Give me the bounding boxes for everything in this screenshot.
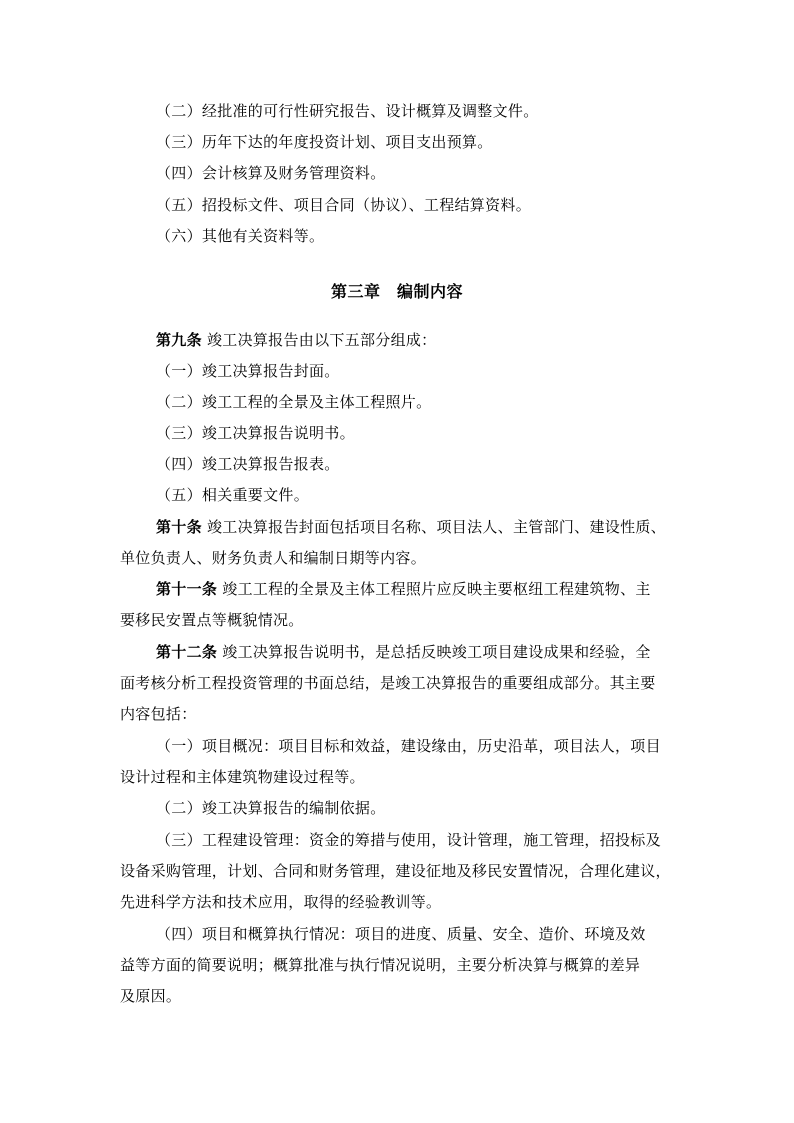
article-12-line-2: 面考核分析工程投资管理的书面总结，是竣工决算报告的重要组成部分。其主要 <box>120 674 656 692</box>
article-11-text: 竣工工程的全景及主体工程照片应反映主要枢纽工程建筑物、主 <box>217 580 651 598</box>
article-9-item-2: （二）竣工工程的全景及主体工程照片。 <box>156 393 432 411</box>
article-9-text: 竣工决算报告由以下五部分组成： <box>201 331 437 349</box>
article-12-item-3-line-1: （三）工程建设管理：资金的筹措与使用，设计管理，施工管理，招投标及 <box>156 831 661 849</box>
article-9-item-1: （一）竣工决算报告封面。 <box>156 362 340 380</box>
intro-item-2: （二）经批准的可行性研究报告、设计概算及调整文件。 <box>156 102 539 120</box>
article-12-item-4-line-3: 及原因。 <box>120 987 182 1005</box>
article-9-intro <box>156 325 436 356</box>
article-12-item-2-line-1: （二）竣工决算报告的编制依据。 <box>156 799 386 817</box>
article-12-item-4-line-2: 益等方面的简要说明；概算批准与执行情况说明，主要分析决算与概算的差异 <box>120 956 641 974</box>
article-12-item-4-line-1: （四）项目和概算执行情况：项目的进度、质量、安全、造价、环境及效 <box>156 925 646 943</box>
chapter-title: 第三章 编制内容 <box>330 282 463 301</box>
article-12-line-3: 内容包括： <box>120 705 197 723</box>
intro-item-6: （六）其他有关资料等。 <box>156 227 325 245</box>
article-9-item-3: （三）竣工决算报告说明书。 <box>156 424 355 442</box>
article-11-line-2: 要移民安置点等概貌情况。 <box>120 611 304 629</box>
article-12-text: 竣工决算报告说明书，是总括反映竣工项目建设成果和经验，全 <box>217 643 651 661</box>
article-12-item-1-line-2: 设计过程和主体建筑物建设过程等。 <box>120 768 365 786</box>
article-10-line-2: 单位负责人、财务负责人和编制日期等内容。 <box>120 549 427 567</box>
article-12-item-3-line-3: 先进科学方法和技术应用，取得的经验教训等。 <box>120 893 442 911</box>
intro-item-3: （三）历年下达的年度投资计划、项目支出预算。 <box>156 133 493 151</box>
article-12-item-3-line-2: 设备采购管理，计划、合同和财务管理，建设征地及移民安置情况，合理化建议， <box>120 862 671 880</box>
article-9-label: 第九条 <box>156 331 202 349</box>
article-10-line-1 <box>156 512 666 543</box>
article-9-item-5: （五）相关重要文件。 <box>156 486 310 504</box>
article-10-label: 第十条 <box>156 518 202 536</box>
article-11-line-1 <box>156 574 651 605</box>
article-11-label: 第十一条 <box>156 580 218 598</box>
intro-item-4: （四）会计核算及财务管理资料。 <box>156 164 386 182</box>
article-12-item-1-line-1: （一）项目概况：项目目标和效益，建设缘由，历史沿革，项目法人，项目 <box>156 737 661 755</box>
article-12-label: 第十二条 <box>156 643 218 661</box>
article-10-text: 竣工决算报告封面包括项目名称、项目法人、主管部门、建设性质、 <box>201 518 666 536</box>
article-12-line-1 <box>156 637 651 668</box>
intro-item-5: （五）招投标文件、项目合同（协议）、工程结算资料。 <box>156 196 532 214</box>
article-9-item-4: （四）竣工决算报告报表。 <box>156 455 340 473</box>
